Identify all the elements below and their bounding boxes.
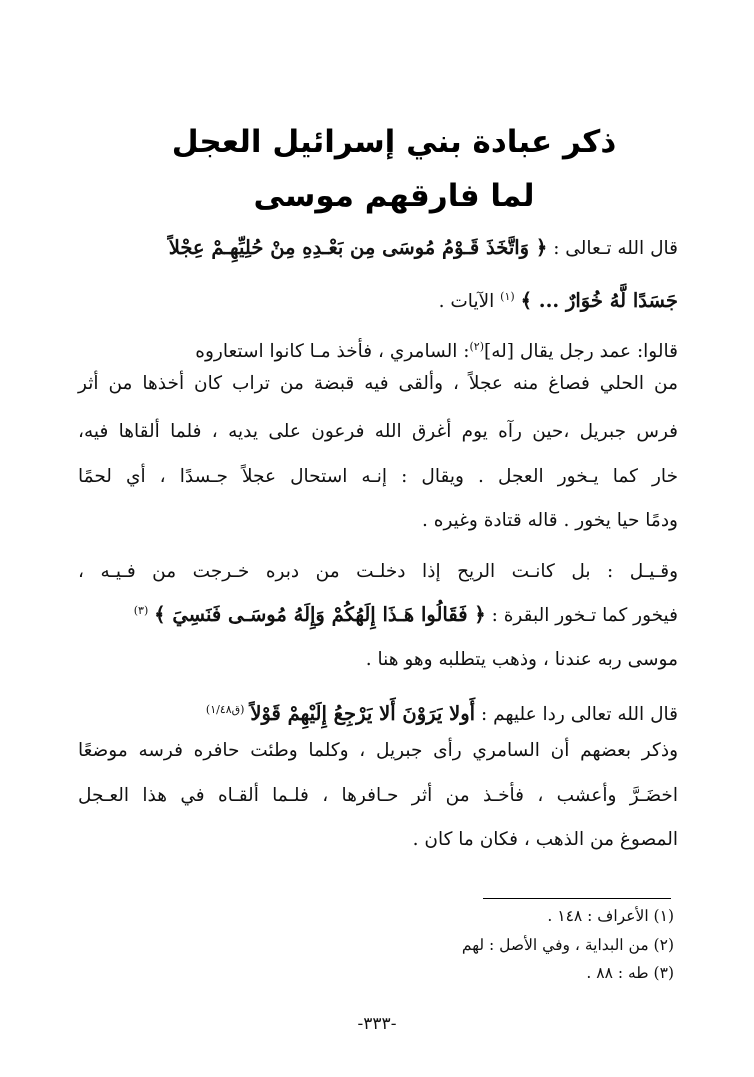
text-run: الآيات . [438, 291, 501, 313]
paragraph-1-line-1 [78, 234, 678, 263]
footnote-marker: (٣) [133, 604, 149, 617]
footnote-2: (٢) من البداية ، وفي الأصل : لهم [461, 936, 674, 954]
paragraph-2-line-1 [78, 333, 678, 366]
paragraph-3-line-2 [78, 597, 678, 630]
page-number: -٣٣٣- [357, 1014, 397, 1034]
text-run: قال الله تعالى ردا عليهم : [475, 704, 678, 726]
paragraph-4-line-4: المصوغ من الذهب ، فكان ما كان . [412, 829, 678, 850]
folio-marker: (ق١/٤٨) [205, 703, 245, 716]
paragraph-4-line-1 [78, 696, 678, 729]
paragraph-4-line-3: اخضَـرَّ وأعشب ، فأخـذ من أثر حـافرها ، فلـما ألقـاه في هذا العـجل [78, 785, 678, 806]
text-run: فيخور كما تـخور البقرة : [485, 605, 678, 627]
quran-verse: ﴿ فَقَالُوا هَـذَا إِلَهُكُمْ وَإِلَهُ مُوسَـى فَنَسِيَ ﴾ [154, 603, 486, 627]
quran-verse: ﴿ وَاتَّخَذَ قَـوْمُ مُوسَى مِن بَعْـدِهِ مِنْ حُلِيِّهِـمْ عِجْلاً [168, 236, 548, 259]
chapter-title: ذكر عبادة بني إسرائيل العجل [171, 124, 617, 160]
text-run: قال الله تـعالى : [547, 238, 678, 259]
paragraph-3-line-1: وقـيـل : بل كانـت الريح إذا دخلـت من دبره خـرجت من فـيـه ، [78, 561, 678, 582]
text-run: قالوا: عمد رجل يقال [له] [484, 341, 678, 363]
paragraph-1-line-2 [78, 283, 678, 316]
paragraph-4-line-2: وذكر بعضهم أن السامري رأى جبريل ، وكلما وطئت حافره فرسه موضعًا [78, 740, 678, 761]
paragraph-3-line-3: موسى ربه عندنا ، وذهب يتطلبه وهو هنا . [365, 649, 678, 670]
footnote-marker: (١) [500, 290, 515, 303]
footnote-marker: (٢) [469, 340, 485, 353]
paragraph-2-line-3: فرس جبريل ،حين رآه يوم أغرق الله فرعون على يديه ، فلما ألقاها فيه، [78, 421, 678, 442]
paragraph-2-line-5: ودمًا حيا يخور . قاله قتادة وغيره . [421, 510, 678, 531]
quran-verse: جَسَدًا لَّهُ خُوَارٌ ... ﴾ [520, 289, 678, 313]
chapter-subtitle: لما فارقهم موسى [253, 178, 535, 214]
paragraph-2-line-2: من الحلي فصاغ منه عجلاً ، وألقى فيه قبضة من تراب كان أخذها من أثر [78, 373, 678, 394]
paragraph-2-line-4: خار كما يـخور العجل . ويقال : إنـه استحال عجلاً جـسدًا ، أي لحمًا [78, 466, 678, 487]
footnote-3: (٣) طه : ٨٨ . [586, 964, 674, 982]
text-run: : السامري ، فأخذ مـا كانوا استعاروه [195, 341, 470, 363]
footnote-1: (١) الأعراف : ١٤٨ . [547, 907, 674, 925]
footnote-divider [483, 898, 671, 899]
quran-verse: أَولا يَرَوْنَ أَلا يَرْجِعُ إِلَيْهِمْ قَوْلاً [250, 702, 476, 726]
